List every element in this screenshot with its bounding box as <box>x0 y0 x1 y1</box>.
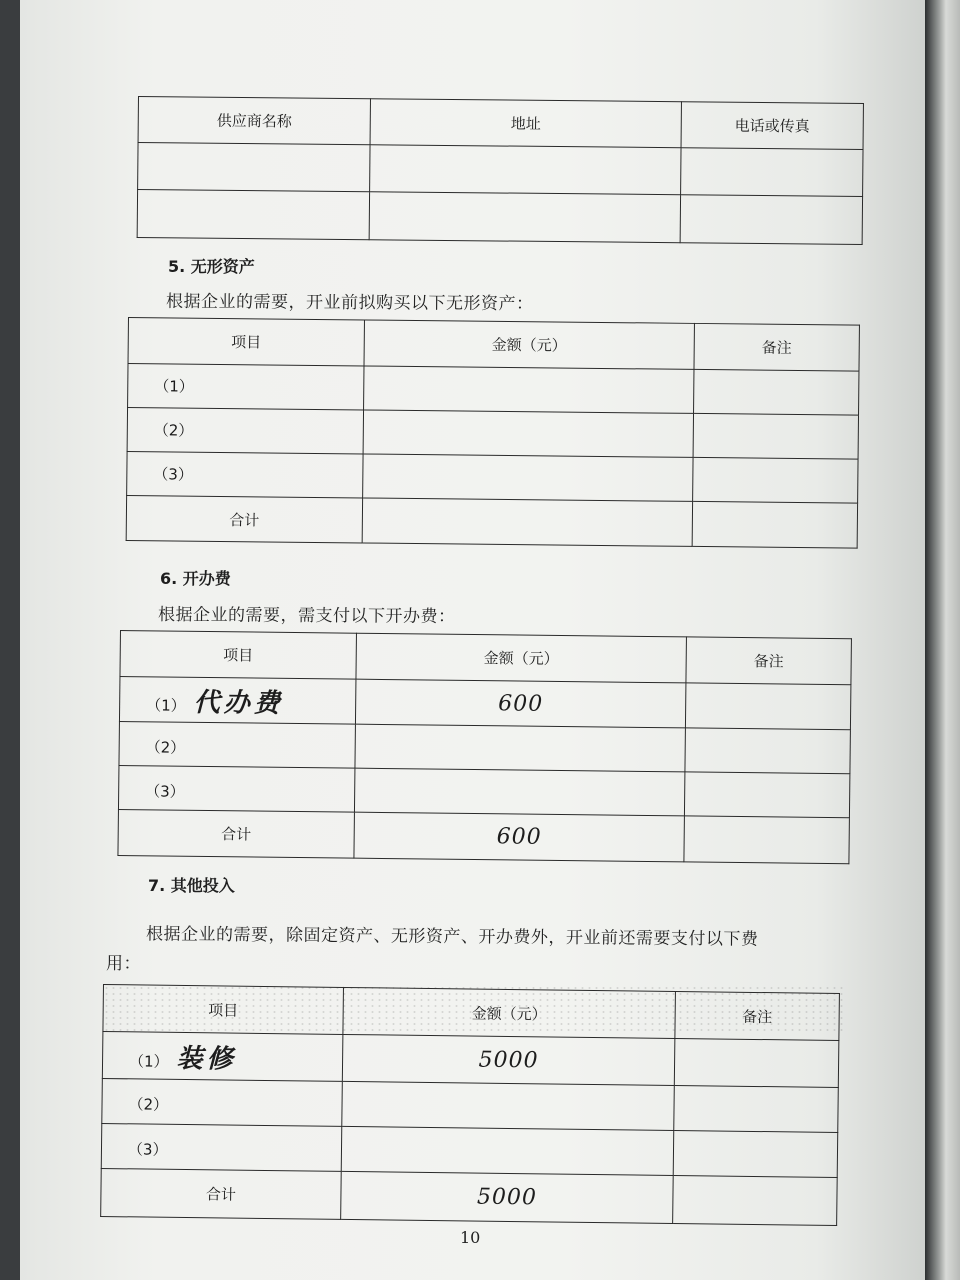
header-supplier-name: 供应商名称 <box>138 97 370 145</box>
row-label: （3） <box>127 451 363 497</box>
section5-intro: 根据企业的需要，开业前拟购买以下无形资产： <box>165 291 534 315</box>
page-number: 10 <box>460 1228 481 1247</box>
table-row <box>137 190 862 245</box>
note-cell <box>673 1130 838 1177</box>
header-amount: 金额（元） <box>356 633 687 683</box>
note-cell <box>693 457 858 503</box>
section7-title: 7. 其他投入 <box>148 876 235 895</box>
header-item: 项目 <box>120 631 357 680</box>
table-row <box>127 408 858 460</box>
table-cell <box>369 192 680 243</box>
header-item: 项目 <box>103 985 344 1035</box>
row-label: （3） <box>145 781 185 801</box>
total-label: 合计 <box>118 809 355 858</box>
total-label: 合计 <box>126 495 362 542</box>
note-cell <box>693 413 858 459</box>
note-cell <box>673 1175 838 1225</box>
amount-cell <box>355 724 685 772</box>
row-cell <box>102 1078 343 1126</box>
amount-cell <box>342 1081 675 1130</box>
row-label: （2） <box>145 737 186 757</box>
header-address: 地址 <box>370 99 681 148</box>
header-note: 备注 <box>694 323 859 371</box>
table-cell <box>138 143 370 192</box>
note-cell <box>692 501 857 548</box>
row-label: （1） <box>128 1051 169 1071</box>
header-phone-fax: 电话或传真 <box>681 102 863 150</box>
amount-cell: 600 <box>355 679 685 728</box>
table-row <box>128 364 859 416</box>
table-row <box>127 451 858 503</box>
section5-title: 5. 无形资产 <box>168 257 255 276</box>
note-cell <box>685 683 850 730</box>
amount-cell <box>354 768 684 816</box>
note-cell <box>685 728 850 774</box>
note-cell <box>674 1085 839 1132</box>
total-row <box>126 495 857 548</box>
table-row <box>138 143 863 197</box>
note-cell <box>684 816 850 864</box>
header-note: 备注 <box>686 637 852 685</box>
row-label: （2） <box>128 1095 169 1114</box>
section7-intro-line1: 根据企业的需要，除固定资产、无形资产、开办费外，开业前还需要支付以下费 <box>145 924 759 950</box>
section7-intro-line2: 用： <box>106 954 141 974</box>
row-cell <box>102 1032 343 1082</box>
supplier-table <box>137 96 864 245</box>
total-amount: 600 <box>354 812 685 862</box>
row-label: （1） <box>146 695 186 715</box>
section6-title: 6. 开办费 <box>160 569 231 588</box>
row-cell <box>101 1123 342 1171</box>
handwritten-item: 代办费 <box>193 687 284 719</box>
row-label: （1） <box>128 364 364 410</box>
amount-cell <box>363 454 693 501</box>
section6-intro: 根据企业的需要，需支付以下开办费： <box>157 604 456 628</box>
amount-cell: 5000 <box>342 1034 675 1085</box>
row-cell <box>118 765 354 812</box>
note-cell <box>674 1038 839 1087</box>
amount-cell <box>364 366 694 413</box>
row-cell <box>119 721 355 768</box>
other-investments-table <box>100 984 840 1226</box>
header-item: 项目 <box>128 318 364 366</box>
row-label: （3） <box>127 1140 168 1159</box>
table-cell <box>680 195 862 245</box>
header-amount: 金额（元） <box>364 320 694 369</box>
header-amount: 金额（元） <box>343 987 676 1038</box>
row-label: （2） <box>127 408 363 454</box>
amount-cell <box>363 410 693 457</box>
startup-fees-table <box>117 630 852 864</box>
row-cell <box>119 677 355 725</box>
intangible-assets-table <box>126 317 860 549</box>
amount-cell <box>341 1126 674 1175</box>
handwritten-item: 装修 <box>176 1043 237 1075</box>
total-amount <box>362 498 692 546</box>
table-cell <box>370 145 681 195</box>
total-row <box>101 1168 838 1225</box>
total-amount: 5000 <box>341 1171 674 1223</box>
note-cell <box>694 369 859 415</box>
header-note: 备注 <box>675 991 840 1040</box>
table-cell <box>681 148 863 197</box>
total-row <box>118 809 849 863</box>
table-cell <box>137 190 369 240</box>
note-cell <box>684 772 849 818</box>
total-label: 合计 <box>101 1168 342 1219</box>
